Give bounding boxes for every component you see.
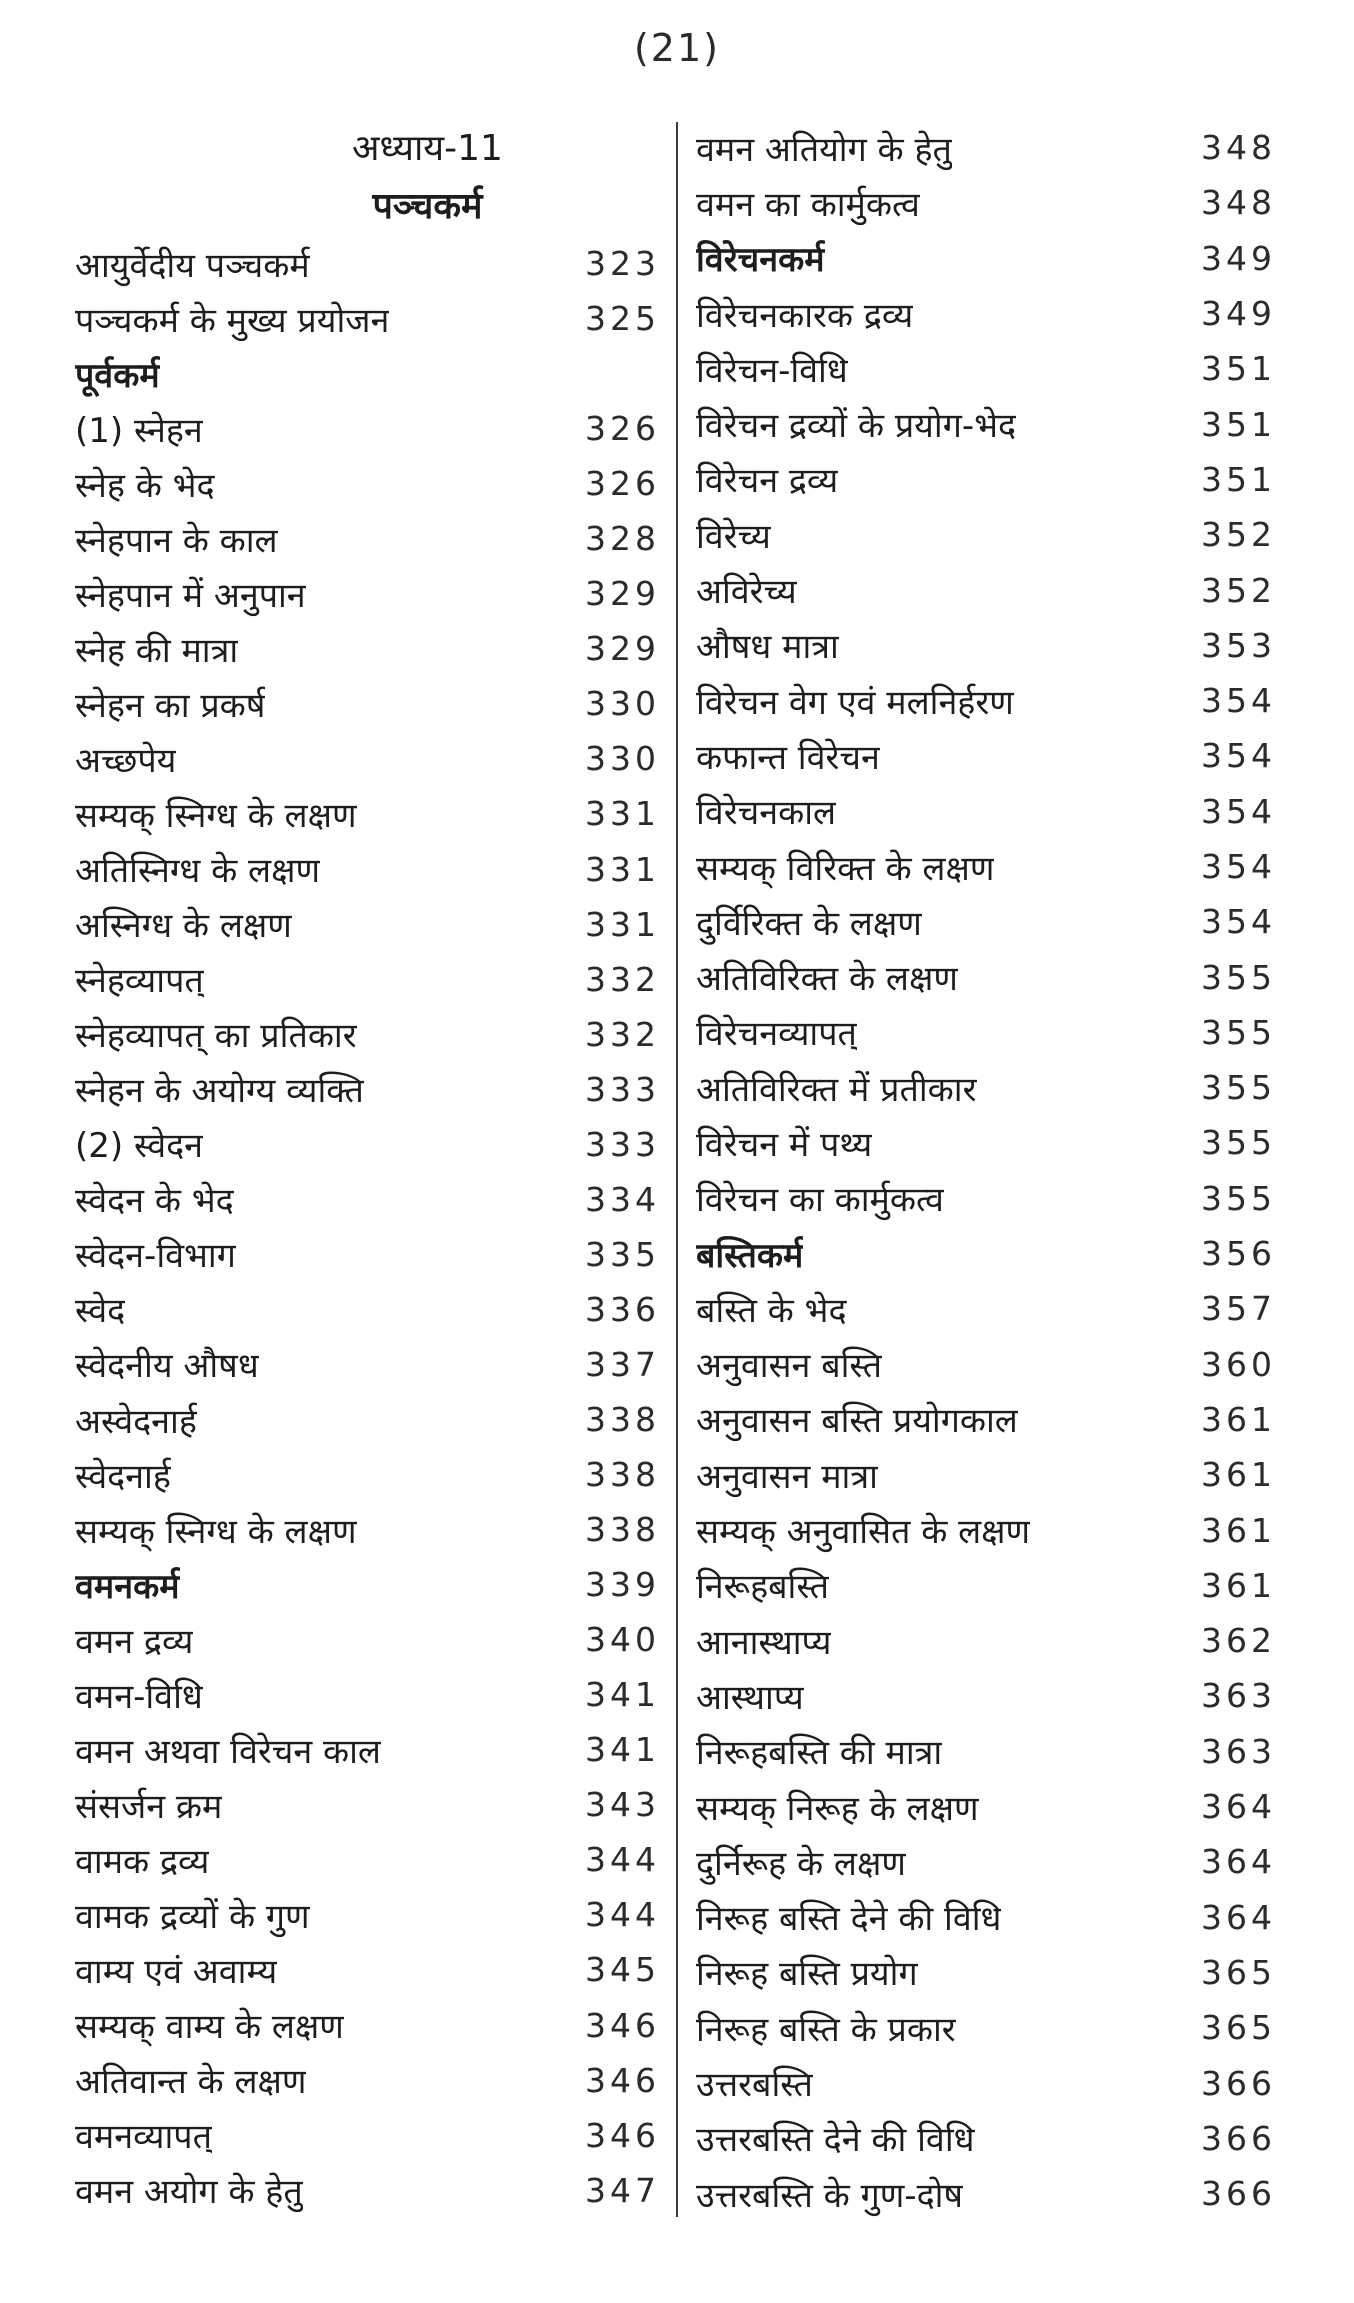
toc-entry-page: 361: [1201, 1510, 1276, 1550]
toc-entry-title: वमन-विधि: [75, 1676, 203, 1717]
toc-entry-page: 344: [585, 1840, 660, 1880]
toc-entry-title: अस्वेदनार्ह: [75, 1401, 197, 1442]
toc-left-entries: [75, 236, 660, 2218]
toc-entry: [75, 621, 660, 676]
toc-entry-page: 346: [585, 2060, 660, 2100]
toc-entry-title: स्नेह के भेद: [75, 465, 215, 506]
toc-entry-page: 361: [1201, 1565, 1276, 1605]
toc-entry-page: 364: [1201, 1842, 1276, 1882]
toc-entry-page: 366: [1201, 2118, 1276, 2158]
toc-section-heading: [75, 1557, 660, 1612]
toc-entry-title: स्वेदन-विभाग: [75, 1236, 236, 1277]
toc-entry: [75, 731, 660, 786]
toc-entry: [696, 2111, 1276, 2166]
toc-entry: [696, 839, 1276, 894]
toc-entry: [696, 175, 1276, 230]
toc-entry: [696, 1447, 1276, 1502]
toc-entry: [696, 562, 1276, 617]
toc-entry-page: 338: [585, 1455, 660, 1495]
toc-entry-page: 366: [1201, 2174, 1276, 2214]
toc-entry-page: 341: [585, 1730, 660, 1770]
toc-entry-title: वमनकर्म: [75, 1566, 180, 1607]
toc-entry-title: औषध मात्रा: [696, 627, 839, 668]
toc-entry-page: 349: [1201, 238, 1276, 278]
toc-entry-title: वमन द्रव्य: [75, 1621, 194, 1662]
toc-entry-page: 365: [1201, 1952, 1276, 1992]
toc-entry-title: निरूहबस्ति: [696, 1567, 829, 1608]
toc-entry-title: दुर्विरिक्त के लक्षण: [696, 903, 922, 944]
toc-right-entries: [696, 120, 1276, 2221]
toc-entry-page: 333: [585, 1069, 660, 1109]
toc-entry-title: बस्ति के भेद: [696, 1290, 847, 1331]
toc-entry-title: स्नेह की मात्रा: [75, 630, 239, 671]
toc-entry-title: वमन अयोग के हेतु: [75, 2172, 303, 2213]
toc-entry: [696, 1558, 1276, 1613]
toc-entry: [696, 120, 1276, 175]
toc-entry-page: 334: [585, 1179, 660, 1219]
toc-entry-title: विरेचन द्रव्यों के प्रयोग-भेद: [696, 406, 1017, 447]
toc-entry: [696, 1060, 1276, 1115]
toc-section-heading: [696, 231, 1276, 286]
toc-entry-title: विरेचनकाल: [696, 793, 837, 834]
toc-entry-title: अतिविरिक्त के लक्षण: [696, 959, 958, 1000]
toc-entry: [696, 949, 1276, 1004]
toc-entry-title: पञ्चकर्म के मुख्य प्रयोजन: [75, 300, 390, 341]
toc-entry: [75, 1942, 660, 1997]
toc-entry: [696, 1779, 1276, 1834]
toc-entry-page: 331: [585, 794, 660, 834]
toc-entry: [696, 1668, 1276, 1723]
toc-entry-title: अनुवासन बस्ति: [696, 1346, 883, 1387]
toc-entry-page: 331: [585, 849, 660, 889]
toc-entry-title: आनास्थाप्य: [696, 1622, 832, 1663]
toc-entry-title: पूर्वकर्म: [75, 355, 160, 396]
toc-entry-title: बस्तिकर्म: [696, 1235, 804, 1276]
toc-entry-page: 329: [585, 629, 660, 669]
toc-entry-page: 341: [585, 1675, 660, 1715]
toc-entry-page: 355: [1201, 1068, 1276, 1108]
toc-entry: [75, 1612, 660, 1667]
toc-entry-title: स्वेदन के भेद: [75, 1181, 234, 1222]
toc-entry: [696, 1724, 1276, 1779]
toc-entry: [696, 341, 1276, 396]
toc-entry: [696, 784, 1276, 839]
chapter-label: अध्याय-11: [352, 128, 503, 169]
toc-entry-title: वमनव्यापत्: [75, 2117, 212, 2158]
toc-entry: [696, 2000, 1276, 2055]
toc-entry: [75, 1722, 660, 1777]
toc-entry: [75, 897, 660, 952]
toc-entry: [696, 1834, 1276, 1889]
toc-entry-page: 351: [1201, 404, 1276, 444]
toc-entry: [696, 1890, 1276, 1945]
toc-entry-page: 355: [1201, 1012, 1276, 1052]
toc-entry-title: अनुवासन बस्ति प्रयोगकाल: [696, 1401, 1018, 1442]
toc-entry-page: 336: [585, 1289, 660, 1329]
toc-entry: [75, 1667, 660, 1722]
toc-entry-title: विरेचन द्रव्य: [696, 461, 839, 502]
toc-entry-title: (2) स्वेदन: [75, 1126, 204, 1167]
toc-entry-title: आस्थाप्य: [696, 1677, 804, 1718]
toc-entry-title: विरेचन का कार्मुकत्व: [696, 1180, 944, 1221]
toc-entry-title: निरूह बस्ति देने की विधि: [696, 1899, 1002, 1940]
toc-entry-page: 343: [585, 1785, 660, 1825]
toc-entry-page: 363: [1201, 1731, 1276, 1771]
toc-entry: [75, 786, 660, 841]
toc-entry: [696, 1502, 1276, 1557]
toc-entry-page: 349: [1201, 294, 1276, 334]
toc-entry: [696, 1337, 1276, 1392]
toc-entry-title: स्नेहव्यापत्: [75, 961, 204, 1002]
toc-entry-page: 364: [1201, 1787, 1276, 1827]
toc-entry: [75, 2053, 660, 2108]
toc-entry: [696, 894, 1276, 949]
toc-entry-page: 348: [1201, 128, 1276, 168]
toc-entry-title: विरेचनकर्म: [696, 240, 825, 281]
toc-entry-title: वामक द्रव्यों के गुण: [75, 1896, 310, 1937]
toc-entry-page: 346: [585, 2005, 660, 2045]
toc-entry-page: 351: [1201, 349, 1276, 389]
toc-entry: [75, 1502, 660, 1557]
toc-entry: [75, 1117, 660, 1172]
toc-entry-title: निरूह बस्ति के प्रकार: [696, 2009, 956, 2050]
toc-entry-page: 363: [1201, 1676, 1276, 1716]
toc-left-column: [75, 120, 660, 2218]
toc-entry: [75, 1447, 660, 1502]
toc-entry-page: 347: [585, 2170, 660, 2210]
toc-entry-title: विरेच्य: [696, 516, 771, 557]
toc-entry-page: 345: [585, 1950, 660, 1990]
toc-entry-title: स्नेहपान में अनुपान: [75, 575, 306, 616]
toc-entry: [75, 1282, 660, 1337]
toc-entry-page: 323: [585, 244, 660, 284]
toc-entry-title: उत्तरबस्ति: [696, 2065, 813, 2106]
toc-entry: [696, 1115, 1276, 1170]
toc-entry: [696, 452, 1276, 507]
toc-entry: [75, 2163, 660, 2218]
toc-entry: [696, 1171, 1276, 1226]
toc-entry-title: (1) स्नेहन: [75, 410, 203, 451]
toc-entry: [75, 2108, 660, 2163]
toc-entry: [75, 291, 660, 346]
toc-entry-title: विरेचन-विधि: [696, 350, 848, 391]
toc-entry-page: 332: [585, 1014, 660, 1054]
toc-entry: [75, 1392, 660, 1447]
toc-entry-title: सम्यक् वाम्य के लक्षण: [75, 2007, 344, 2048]
toc-entry-title: सम्यक् स्निग्ध के लक्षण: [75, 795, 357, 836]
toc-entry-title: उत्तरबस्ति देने की विधि: [696, 2120, 975, 2161]
toc-entry: [696, 1281, 1276, 1336]
toc-entry-page: 328: [585, 519, 660, 559]
toc-entry-page: 355: [1201, 957, 1276, 997]
toc-entry-title: उत्तरबस्ति के गुण-दोष: [696, 2175, 964, 2216]
toc-entry-page: 340: [585, 1620, 660, 1660]
toc-entry-title: स्नेहव्यापत् का प्रतिकार: [75, 1016, 357, 1057]
toc-entry-page: 354: [1201, 902, 1276, 942]
toc-entry: [696, 728, 1276, 783]
toc-entry: [75, 511, 660, 566]
toc-entry-page: 335: [585, 1234, 660, 1274]
toc-entry-page: 346: [585, 2115, 660, 2155]
toc-entry-title: वाम्य एवं अवाम्य: [75, 1951, 278, 1992]
toc-entry-page: 331: [585, 904, 660, 944]
toc-entry-title: वमन का कार्मुकत्व: [696, 184, 920, 225]
toc-entry: [75, 1007, 660, 1062]
toc-entry-title: वमन अतियोग के हेतु: [696, 129, 952, 170]
toc-entry-title: स्नेहपान के काल: [75, 520, 278, 561]
toc-entry-page: 362: [1201, 1621, 1276, 1661]
toc-entry-page: 357: [1201, 1289, 1276, 1329]
toc-entry-title: अनुवासन मात्रा: [696, 1456, 878, 1497]
toc-entry-page: 354: [1201, 847, 1276, 886]
toc-entry-title: दुर्निरूह के लक्षण: [696, 1843, 906, 1884]
toc-entry-title: स्वेदनार्ह: [75, 1456, 171, 1497]
toc-entry-page: 330: [585, 684, 660, 724]
toc-entry-title: स्वेदनीय औषध: [75, 1346, 259, 1387]
toc-entry: [75, 1998, 660, 2053]
toc-entry-page: 348: [1201, 183, 1276, 223]
toc-entry-title: विरेचनकारक द्रव्य: [696, 295, 914, 336]
chapter-title: पञ्चकर्म: [372, 186, 483, 227]
toc-right-column: [696, 120, 1276, 2221]
toc-entry-page: 338: [585, 1400, 660, 1439]
toc-entry-title: स्नेहन के अयोग्य व्यक्ति: [75, 1071, 364, 1112]
toc-entry-page: 354: [1201, 736, 1276, 776]
toc-entry: [696, 2055, 1276, 2110]
toc-entry-title: अस्निग्ध के लक्षण: [75, 906, 292, 947]
toc-entry: [696, 618, 1276, 673]
toc-entry: [696, 1613, 1276, 1668]
toc-entry-title: वामक द्रव्य: [75, 1841, 210, 1882]
toc-entry-title: संसर्जन क्रम: [75, 1786, 223, 1827]
toc-entry-title: विरेचनव्यापत्: [696, 1014, 857, 1055]
toc-entry-page: 326: [585, 464, 660, 504]
toc-entry-title: सम्यक् विरिक्त के लक्षण: [696, 848, 995, 889]
toc-entry-title: निरूहबस्ति की मात्रा: [696, 1733, 943, 1774]
toc-entry-page: 365: [1201, 2008, 1276, 2048]
toc-entry-page: 330: [585, 739, 660, 779]
page-number: (21): [633, 26, 720, 70]
toc-entry-title: सम्यक् अनुवासित के लक्षण: [696, 1512, 1031, 1553]
toc-entry-page: 355: [1201, 1123, 1276, 1163]
toc-entry: [696, 1392, 1276, 1447]
toc-entry-page: 360: [1201, 1344, 1276, 1384]
toc-entry: [75, 1062, 660, 1117]
toc-entry-page: 337: [585, 1344, 660, 1384]
toc-entry-title: अविरेच्य: [696, 572, 797, 613]
toc-entry: [75, 952, 660, 1007]
toc-entry: [696, 673, 1276, 728]
toc-entry-title: अच्छपेय: [75, 740, 177, 781]
toc-entry-title: सम्यक् स्निग्ध के लक्षण: [75, 1511, 357, 1552]
toc-entry-page: 366: [1201, 2063, 1276, 2103]
toc-entry-page: 338: [585, 1510, 660, 1550]
toc-entry: [75, 1832, 660, 1887]
toc-entry-page: 353: [1201, 625, 1276, 665]
toc-entry-page: 355: [1201, 1178, 1276, 1218]
column-divider: [676, 122, 678, 2217]
toc-entry-title: विरेचन में पथ्य: [696, 1124, 873, 1165]
toc-entry-title: निरूह बस्ति प्रयोग: [696, 1954, 918, 1995]
toc-entry: [696, 507, 1276, 562]
toc-entry-page: 333: [585, 1124, 660, 1164]
toc-entry-title: कफान्त विरेचन: [696, 737, 880, 778]
toc-entry-title: अतिविरिक्त में प्रतीकार: [696, 1069, 977, 1110]
toc-entry-page: 326: [585, 409, 660, 449]
toc-entry: [696, 1005, 1276, 1060]
toc-section-heading: [696, 1226, 1276, 1281]
toc-entry: [75, 1227, 660, 1282]
toc-entry-title: सम्यक् निरूह के लक्षण: [696, 1788, 979, 1829]
toc-entry-page: 354: [1201, 681, 1276, 721]
toc-entry-page: 344: [585, 1895, 660, 1935]
toc-entry: [696, 2166, 1276, 2221]
toc-entry-title: अतिस्निग्ध के लक्षण: [75, 851, 321, 892]
toc-entry: [696, 396, 1276, 451]
toc-entry-page: 325: [585, 299, 660, 339]
toc-entry-title: आयुर्वेदीय पञ्चकर्म: [75, 245, 310, 286]
toc-entry-page: 351: [1201, 459, 1276, 499]
toc-entry-page: 352: [1201, 570, 1276, 610]
toc-entry: [75, 456, 660, 511]
toc-entry-title: वमन अथवा विरेचन काल: [75, 1731, 381, 1772]
toc-entry-page: 364: [1201, 1897, 1276, 1937]
toc-entry-title: स्वेद: [75, 1291, 126, 1332]
toc-entry-title: स्नेहन का प्रकर्ष: [75, 685, 266, 726]
toc-entry: [75, 842, 660, 897]
toc-entry: [75, 401, 660, 456]
toc-entry: [75, 1887, 660, 1942]
toc-entry: [75, 1337, 660, 1392]
toc-entry: [75, 1777, 660, 1832]
toc-entry: [75, 1172, 660, 1227]
toc-entry-page: 332: [585, 959, 660, 999]
toc-entry: [75, 236, 660, 291]
toc-entry-page: 361: [1201, 1455, 1276, 1495]
toc-entry: [75, 566, 660, 621]
toc-entry-page: 356: [1201, 1234, 1276, 1274]
toc-entry-page: 352: [1201, 515, 1276, 555]
toc-entry: [75, 676, 660, 731]
toc-entry-title: अतिवान्त के लक्षण: [75, 2062, 307, 2103]
toc-entry: [696, 1945, 1276, 2000]
toc-entry-page: 361: [1201, 1399, 1276, 1439]
toc-entry-title: विरेचन वेग एवं मलनिर्हरण: [696, 682, 1014, 723]
toc-entry-page: 329: [585, 574, 660, 614]
toc-entry: [696, 286, 1276, 341]
toc-entry-page: 354: [1201, 791, 1276, 831]
toc-section-heading: [75, 346, 660, 401]
toc-entry-page: 339: [585, 1565, 660, 1605]
